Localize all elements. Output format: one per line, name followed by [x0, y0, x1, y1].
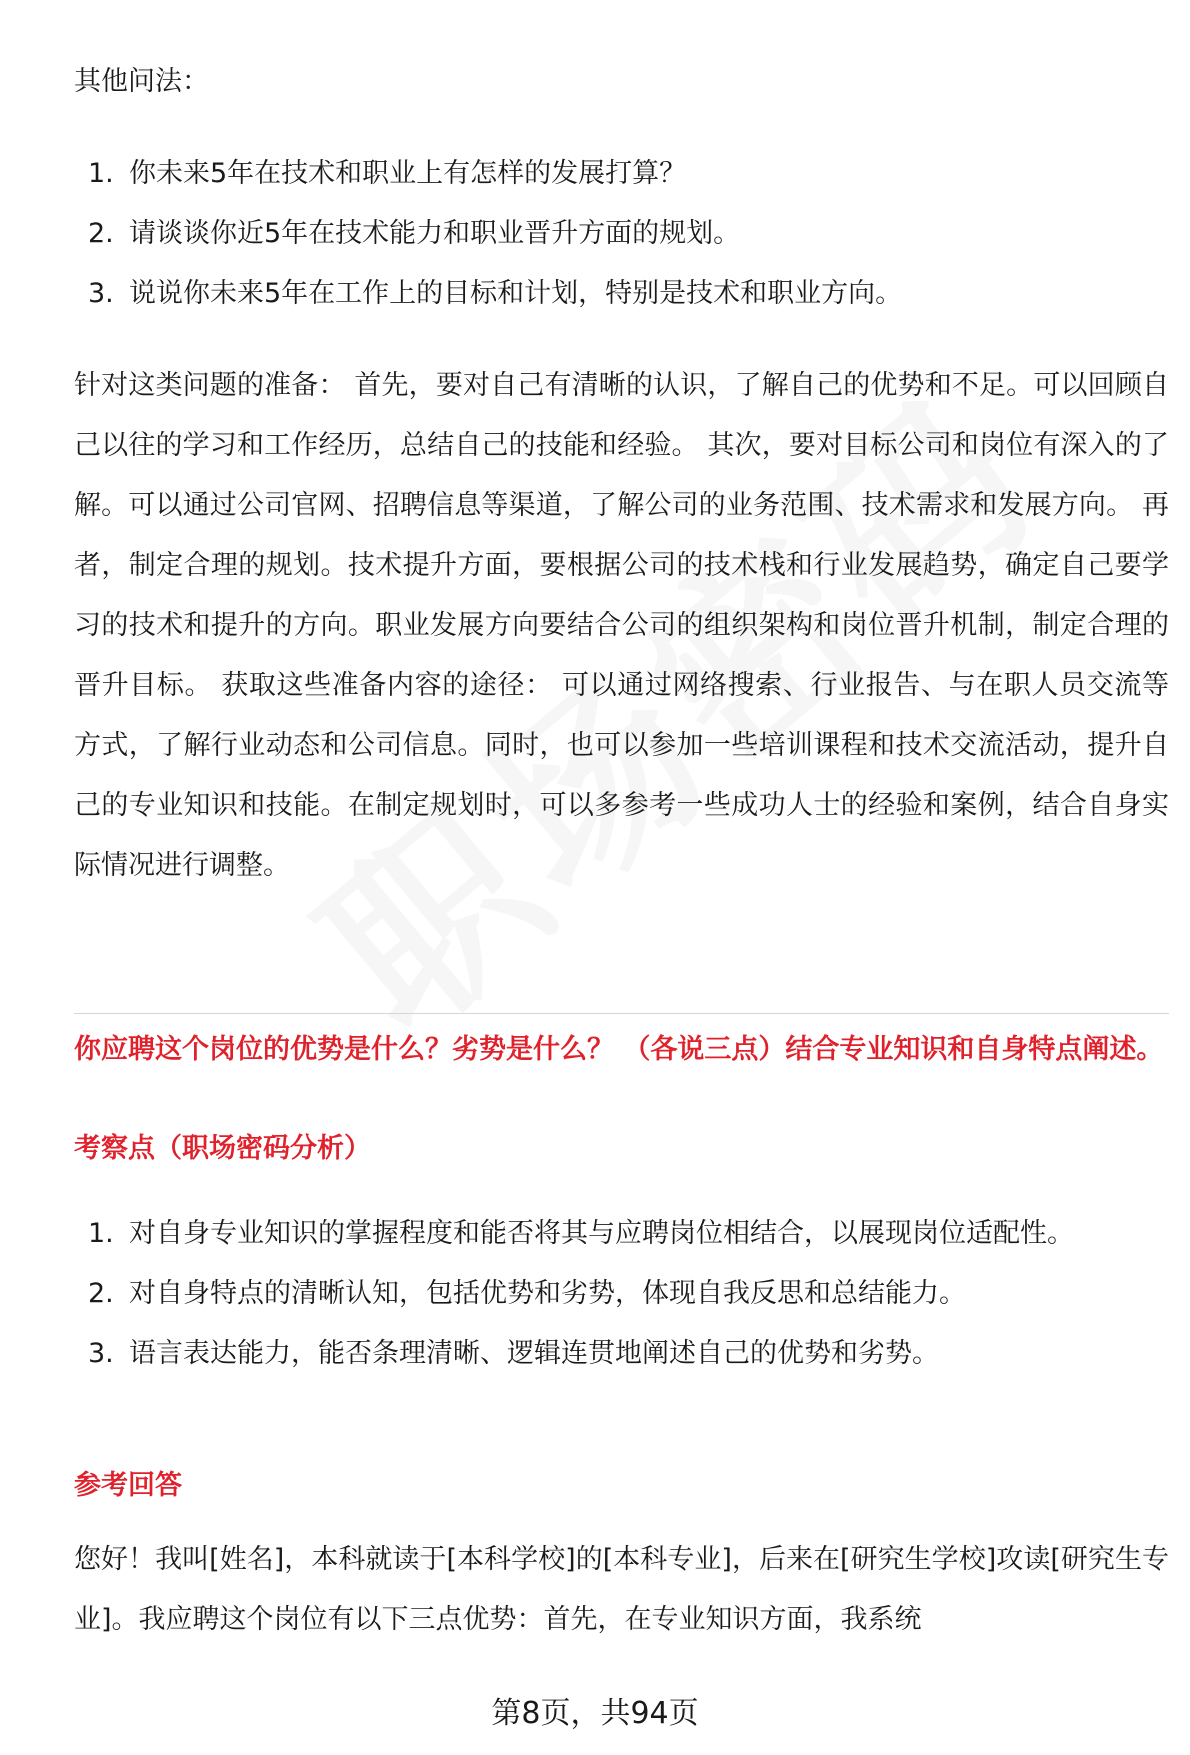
list-text: 对自身特点的清晰认知，包括优势和劣势，体现自我反思和总结能力。: [129, 1278, 966, 1309]
examination-points-list: [74, 1204, 1179, 1384]
list-item: [74, 1264, 1179, 1324]
list-text: 请谈谈你近5年在技术能力和职业晋升方面的规划。: [129, 218, 741, 249]
other-questions-list: [74, 144, 902, 324]
list-number: 1.: [88, 1218, 114, 1249]
section-divider: [74, 1013, 1169, 1014]
reference-paragraph: 您好！我叫[姓名]，本科就读于[本科学校]的[本科专业]，后来在[研究生学校]攻读[研究生专业]。我应聘这个岗位有以下三点优势：首先，在专业知识方面，我系统: [74, 1544, 1169, 1635]
list-number: 2.: [88, 218, 114, 249]
list-item: [74, 264, 902, 324]
list-text: 语言表达能力，能否条理清晰、逻辑连贯地阐述自己的优势和劣势。: [129, 1338, 939, 1369]
list-item: [74, 1324, 1179, 1384]
other-questions-label: 其他问法：: [74, 66, 209, 97]
examination-heading: 考察点（职场密码分析）: [74, 1133, 371, 1164]
list-text: 对自身专业知识的掌握程度和能否将其与应聘岗位相结合，以展现岗位适配性。: [129, 1218, 1074, 1249]
list-number: 2.: [88, 1278, 114, 1309]
list-text: 你未来5年在技术和职业上有怎样的发展打算？: [129, 158, 687, 189]
reference-heading: 参考回答: [74, 1470, 182, 1501]
list-number: 1.: [88, 158, 114, 189]
list-text: 说说你未来5年在工作上的目标和计划，特别是技术和职业方向。: [129, 278, 903, 309]
list-number: 3.: [88, 1338, 114, 1369]
page-footer: 第8页，共94页: [491, 1696, 699, 1731]
preparation-paragraph: 针对这类问题的准备： 首先，要对自己有清晰的认识，了解自己的优势和不足。可以回顾自己以往的学习和工作经历，总结自己的技能和经验。 其次，要对目标公司和岗位有深入的了解。可以通过公司官网、招聘信息等渠道，了解公司的业务范围、技术需求和发展方向。 再者，制定合理的规划。技术提升方面，要根据公司的技术栈和行业发展趋势，确定自己要学习的技术和提升的方向。职业发展方向要结合公司的组织架构和岗位晋升机制，制定合理的晋升目标。 获取这些准备内容的途径： 可以通过网络搜索、行业报告、与在职人员交流等方式，了解行业动态和公司信息。同时，也可以参加一些培训课程和技术交流活动，提升自己的专业知识和技能。在制定规划时，可以多参考一些成功人士的经验和案例，结合自身实际情况进行调整。: [74, 370, 1169, 881]
list-item: [74, 204, 902, 264]
list-item: [74, 144, 902, 204]
list-number: 3.: [88, 278, 114, 309]
list-item: [74, 1204, 1179, 1264]
question-heading: 你应聘这个岗位的优势是什么？劣势是什么？ （各说三点）结合专业知识和自身特点阐述。: [74, 1034, 1164, 1065]
